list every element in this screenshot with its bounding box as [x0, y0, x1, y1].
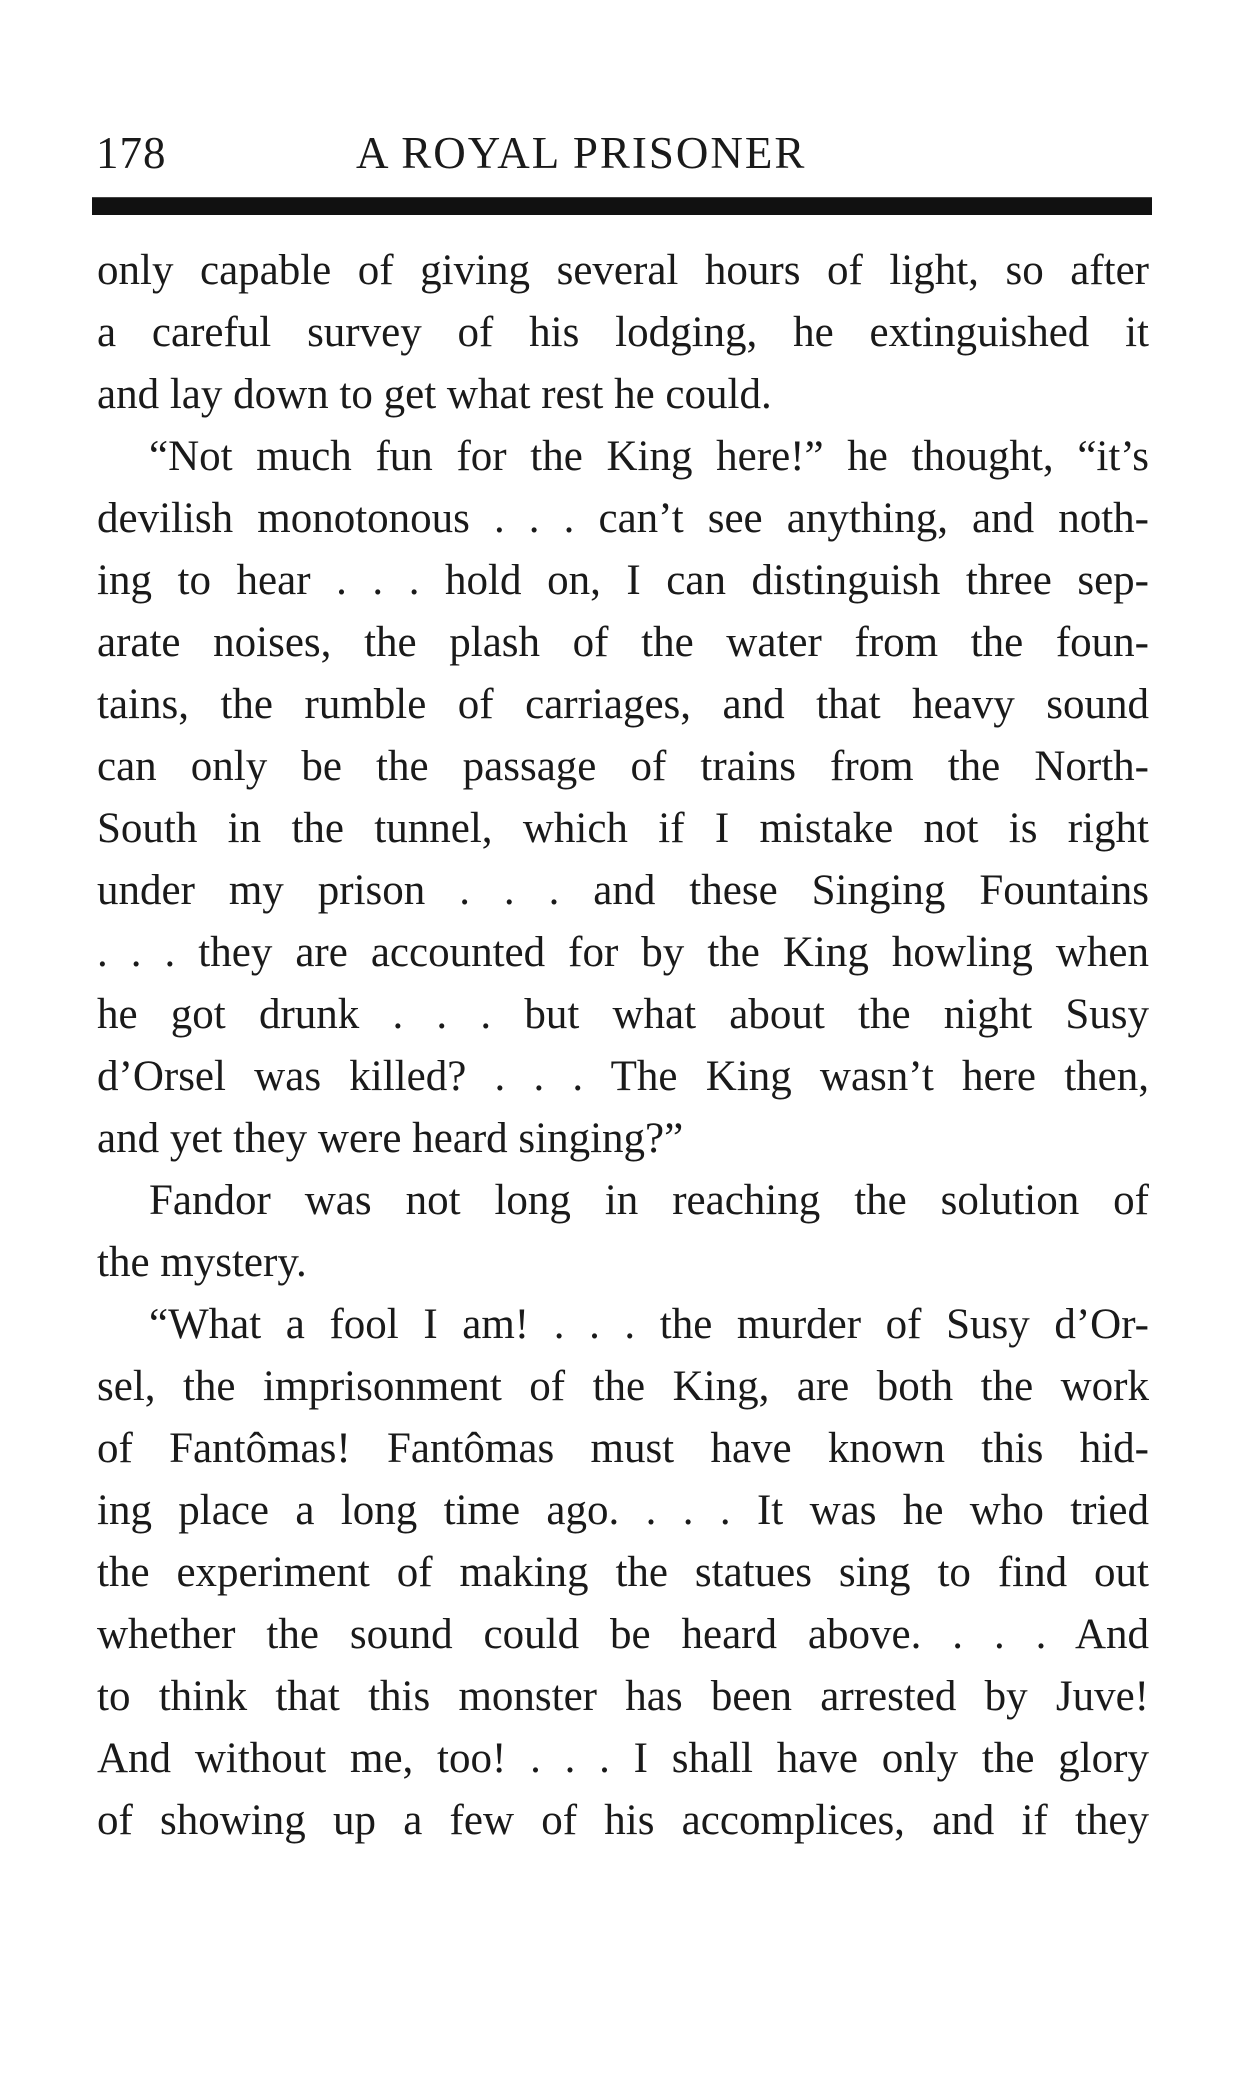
running-head — [96, 128, 1146, 178]
text-line: South in the tunnel, which if I mistake not is right — [97, 805, 1149, 852]
text-line: under my prison . . . and these Singing Fountains — [97, 867, 1149, 914]
text-line: ing place a long time ago. . . . It was he who tried — [97, 1487, 1149, 1534]
text-line: tains, the rumble of carriages, and that heavy sound — [97, 681, 1149, 728]
text-line: to think that this monster has been arrested by Juve! — [97, 1673, 1149, 1720]
text-line: Fandor was not long in reaching the solution of — [149, 1177, 1149, 1224]
text-line: devilish monotonous . . . can’t see anything, and noth- — [97, 495, 1149, 542]
text-line: And without me, too! . . . I shall have only the glory — [97, 1735, 1149, 1782]
text-line: ing to hear . . . hold on, I can distinguish three sep- — [97, 557, 1149, 604]
text-line: of Fantômas! Fantômas must have known this hid- — [97, 1425, 1149, 1472]
text-line: the experiment of making the statues sing to find out — [97, 1549, 1149, 1596]
text-line: a careful survey of his lodging, he extinguished it — [97, 309, 1149, 356]
text-line: and yet they were heard singing?” — [97, 1115, 684, 1162]
text-line: arate noises, the plash of the water from the foun- — [97, 619, 1149, 666]
text-line: can only be the passage of trains from the North- — [97, 743, 1149, 790]
page-number: 178 — [96, 128, 167, 178]
text-line: “What a fool I am! . . . the murder of Susy d’Or- — [149, 1301, 1149, 1348]
text-line: the mystery. — [97, 1239, 307, 1286]
running-title: A ROYAL PRISONER — [356, 128, 807, 178]
text-line: of showing up a few of his accomplices, and if they — [97, 1797, 1149, 1844]
text-line: he got drunk . . . but what about the night Susy — [97, 991, 1149, 1038]
text-line: and lay down to get what rest he could. — [97, 371, 772, 418]
text-line: “Not much fun for the King here!” he thought, “it’s — [149, 433, 1149, 480]
text-line: only capable of giving several hours of light, so after — [97, 247, 1149, 294]
text-line: whether the sound could be heard above. . . . And — [97, 1611, 1149, 1658]
text-line: sel, the imprisonment of the King, are both the work — [97, 1363, 1149, 1410]
text-line: d’Orsel was killed? . . . The King wasn’t here then, — [97, 1053, 1149, 1100]
header-rule — [92, 198, 1152, 215]
text-line: . . . they are accounted for by the King howling when — [97, 929, 1149, 976]
body-text — [97, 240, 1149, 1852]
